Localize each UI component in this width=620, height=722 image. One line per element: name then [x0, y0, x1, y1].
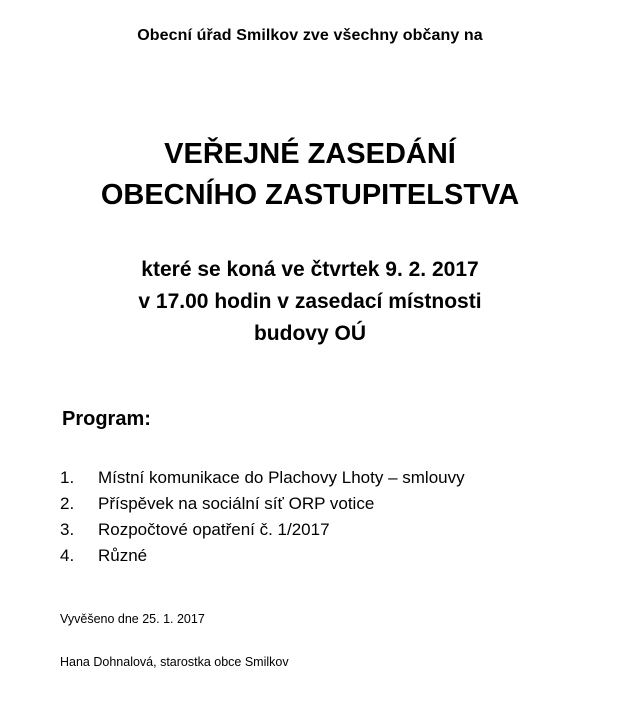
program-item-text: Místní komunikace do Plachovy Lhoty – smlouvy [98, 468, 465, 487]
program-item [60, 517, 465, 543]
program-item [60, 465, 465, 491]
posted-date: Vyvěšeno dne 25. 1. 2017 [60, 612, 205, 626]
meeting-time-place: v 17.00 hodin v zasedací místnosti [138, 290, 482, 313]
program-item-number: 4. [60, 546, 75, 565]
meeting-title [0, 134, 620, 216]
program-item-text: Různé [98, 546, 148, 565]
meeting-title-line-2: OBECNÍHO ZASTUPITELSTVA [100, 179, 520, 211]
program-heading: Program: [62, 408, 151, 430]
program-item-text: Rozpočtové opatření č. 1/2017 [98, 520, 330, 539]
invitation-text: Obecní úřad Smilkov zve všechny občany na [137, 27, 483, 44]
program-item [60, 543, 465, 569]
program-list [60, 465, 465, 569]
signature-line: Hana Dohnalová, starostka obce Smilkov [60, 655, 289, 669]
program-item-number: 3. [60, 520, 75, 539]
program-item-text: Příspěvek na sociální síť ORP votice [98, 494, 375, 513]
program-item-number: 1. [60, 468, 75, 487]
program-item [60, 491, 465, 517]
meeting-details [0, 254, 620, 350]
meeting-date: které se koná ve čtvrtek 9. 2. 2017 [141, 258, 479, 281]
meeting-building: budovy OÚ [253, 322, 366, 345]
program-item-number: 2. [60, 494, 75, 513]
meeting-title-line-1: VEŘEJNÉ ZASEDÁNÍ [164, 138, 456, 170]
